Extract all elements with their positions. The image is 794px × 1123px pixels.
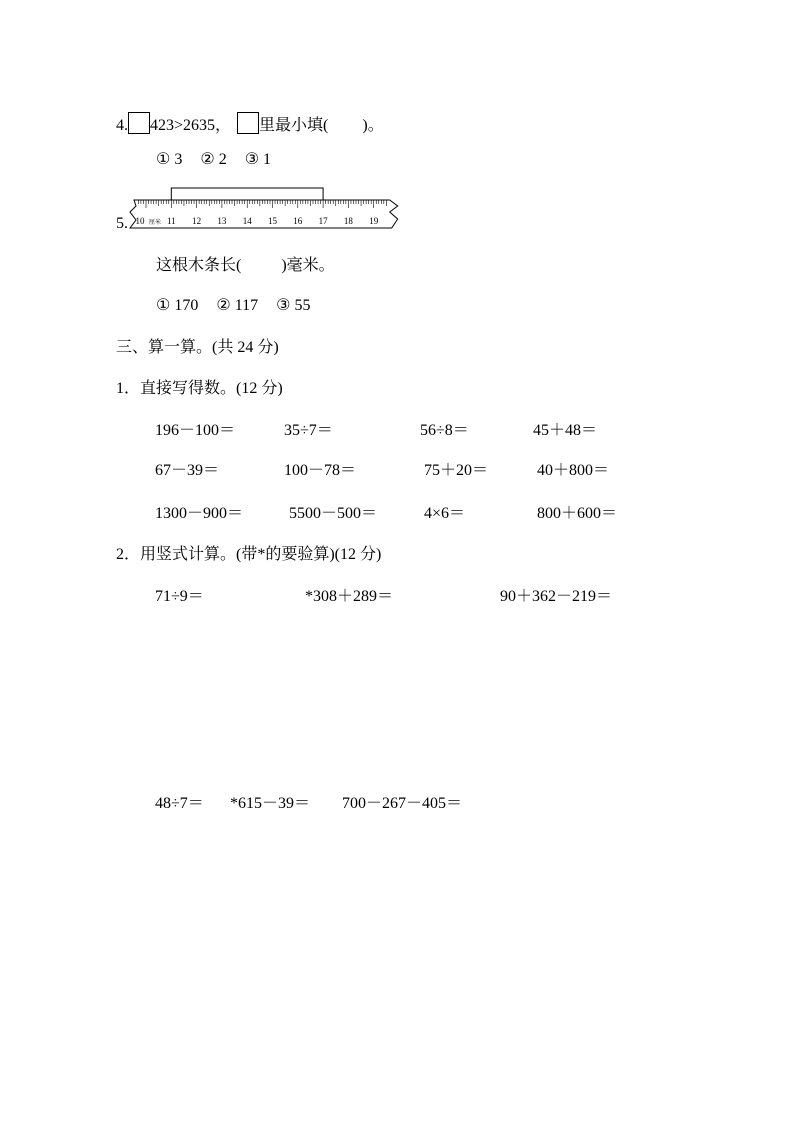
calc-2-2[interactable]: 100－78＝ [284,462,357,479]
q4-number: 4. [116,117,128,134]
calc-1-1[interactable]: 196－100＝ [155,422,236,439]
part2-title: 2．用竖式计算。(带*的要验算)(12 分) [116,546,382,563]
calc-1-3[interactable]: 56÷8＝ [420,422,469,439]
calc-2-4[interactable]: 40＋800＝ [537,462,610,479]
q4-expression: 423>2635， [150,117,232,134]
q5-option-3[interactable]: ③ 55 [276,297,311,314]
q5-options [156,296,324,316]
calc-3-1[interactable]: 1300－900＝ [155,505,244,522]
q4-options [156,150,285,170]
q4-option-2[interactable]: ② 2 [200,151,227,168]
q4-option-1[interactable]: ① 3 [156,151,183,168]
ruler-label-10: 10 [135,216,145,226]
section-title: 三、算一算。(共 24 分) [116,339,279,356]
ruler-label-18: 18 [343,216,353,226]
ruler-label-16: 16 [293,216,303,226]
q4-text: 里最小填( [259,117,329,134]
vertical-calc-6[interactable]: 700－267－405＝ [342,795,463,812]
q4-tail: )。 [362,117,384,134]
vertical-calc-1[interactable]: 71÷9＝ [155,588,204,605]
calc-1-2[interactable]: 35÷7＝ [284,422,333,439]
q4-option-3[interactable]: ③ 1 [244,151,272,168]
ruler-label-19: 19 [369,216,379,226]
ruler-label-11: 11 [166,216,176,226]
q5-option-1[interactable]: ① 170 [156,297,199,314]
calc-3-2[interactable]: 5500－500＝ [289,505,378,522]
vertical-calc-3[interactable]: 90＋362－219＝ [500,588,613,605]
q5-tail: )毫米。 [281,257,335,274]
q5-text: 这根木条长( [156,257,242,274]
calc-3-4[interactable]: 800＋600＝ [537,505,618,522]
q5-line [156,256,335,276]
calc-1-4[interactable]: 45＋48＝ [533,422,598,439]
calc-2-1[interactable]: 67－39＝ [155,462,220,479]
q4-line [116,112,384,136]
ruler-label-13: 13 [217,216,227,226]
q4-answer-box-2[interactable] [237,112,259,134]
ruler-label-12: 12 [192,216,202,226]
vertical-calc-4[interactable]: 48÷7＝ [155,795,204,812]
ruler-label-17: 17 [318,216,328,226]
ruler-label-14: 14 [242,216,252,226]
ruler-figure [128,184,400,230]
ruler-label-15: 15 [268,216,277,226]
q4-answer-box-1[interactable] [128,112,150,134]
part1-title: 1．直接写得数。(12 分) [116,380,283,397]
q5-number: 5. [116,215,128,232]
calc-3-3[interactable]: 4×6＝ [424,505,466,522]
calc-2-3[interactable]: 75＋20＝ [424,462,489,479]
q5-option-2[interactable]: ② 117 [216,297,259,314]
vertical-calc-2[interactable]: *308＋289＝ [305,588,394,605]
ruler-unit-label: 厘米 [148,219,162,226]
wooden-bar [171,188,323,200]
vertical-calc-5[interactable]: *615－39＝ [230,795,311,812]
